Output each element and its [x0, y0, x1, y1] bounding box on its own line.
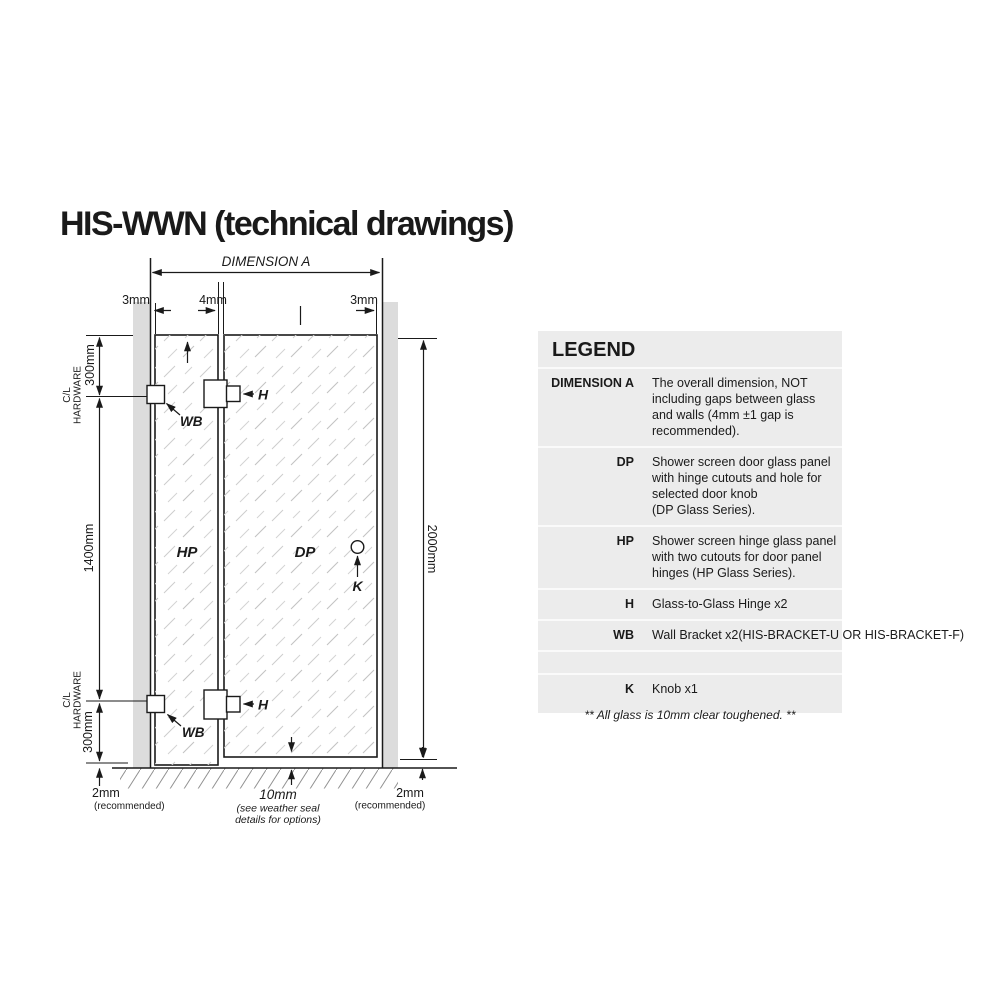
legend-key: K [624, 682, 634, 696]
right-wall [383, 302, 398, 768]
cl-hardware-top-line1: C/L [62, 387, 73, 403]
gap-left-label: 3mm [122, 293, 150, 307]
legend-line: including gaps between glass [652, 392, 816, 406]
cl-hardware-bottom-line1: C/L [62, 692, 73, 708]
gap-floor-left-label: 2mm [92, 786, 120, 800]
wall-bracket-bottom-label: WB [182, 725, 205, 740]
legend-footnote: ** All glass is 10mm clear toughened. ** [584, 708, 796, 722]
page-title: HIS-WWN (technical drawings) [60, 204, 513, 243]
legend-row-hp [538, 525, 842, 588]
legend-line: Shower screen hinge glass panel [652, 534, 837, 548]
legend-key: WB [613, 628, 634, 642]
legend-line: with hinge cutouts and hole for [652, 471, 822, 485]
dim-1400-label: 1400mm [82, 523, 96, 573]
gap-mid-label: 4mm [199, 293, 227, 307]
legend-line: The overall dimension, NOT [652, 376, 808, 390]
dim-300-top-label: 300mm [83, 344, 97, 386]
legend-panel [538, 331, 965, 713]
dp-panel-label: DP [294, 544, 316, 561]
legend-line: with two cutouts for door panel [652, 550, 822, 564]
gap-floor-right-label: 2mm [396, 786, 424, 800]
dim-300-bottom-label: 300mm [81, 711, 95, 753]
legend-row-h [538, 588, 842, 619]
legend-description [652, 454, 842, 518]
legend-row-dp [538, 446, 842, 525]
legend-line: selected door knob [652, 487, 758, 501]
hp-panel-label: HP [176, 544, 198, 561]
legend-key: HP [616, 534, 634, 548]
legend-key: DP [616, 455, 634, 469]
dim-2000-label: 2000mm [425, 524, 439, 574]
legend-row-k [538, 673, 842, 713]
legend-line: hinges (HP Glass Series). [652, 566, 796, 580]
gap-right-label: 3mm [350, 293, 378, 307]
cl-hardware-bottom-line2: HARDWARE [72, 671, 84, 729]
legend-row-wb [538, 619, 965, 650]
legend-description [652, 596, 842, 612]
top-gap-dimensions [122, 293, 378, 325]
gap-floor-mid-note1: (see weather seal [236, 802, 320, 815]
legend-key: H [624, 597, 634, 611]
legend-row-dimension-a [538, 367, 842, 446]
knob-label: K [352, 578, 363, 594]
dimension-a-label: DIMENSION A [221, 254, 311, 269]
legend-line: Wall Bracket x2(HIS-BRACKET-U OR HIS-BRACKET-F) [652, 628, 965, 642]
cl-hardware-top-line2: HARDWARE [72, 366, 84, 424]
legend-line: and walls (4mm ±1 gap is [652, 408, 794, 422]
gap-floor-right-note: (recommended) [354, 800, 426, 812]
gap-floor-mid-note2: details for options) [235, 814, 321, 826]
dimension-a [153, 254, 380, 273]
hinge-bottom-label: H [258, 696, 269, 713]
legend-line: Shower screen door glass panel [652, 455, 831, 469]
gap-floor-mid-label: 10mm [259, 787, 297, 802]
knob-circle [351, 541, 364, 554]
legend-header: LEGEND [552, 339, 636, 361]
extension-lines [156, 282, 377, 334]
legend-description [652, 681, 842, 697]
legend-line: Glass-to-Glass Hinge x2 [652, 597, 788, 611]
legend-description [652, 533, 842, 581]
gap-floor-left-note: (recommended) [94, 801, 165, 812]
legend-line: Knob x1 [652, 682, 698, 696]
legend-description [652, 375, 842, 439]
legend-line: (DP Glass Series). [652, 503, 756, 517]
legend-line: recommended). [652, 424, 740, 438]
legend-row-empty [538, 650, 842, 673]
hinge-top-label: H [258, 386, 269, 403]
legend-key: DIMENSION A [551, 376, 634, 390]
wall-bracket-top-label: WB [180, 414, 203, 429]
legend-description [652, 627, 964, 643]
